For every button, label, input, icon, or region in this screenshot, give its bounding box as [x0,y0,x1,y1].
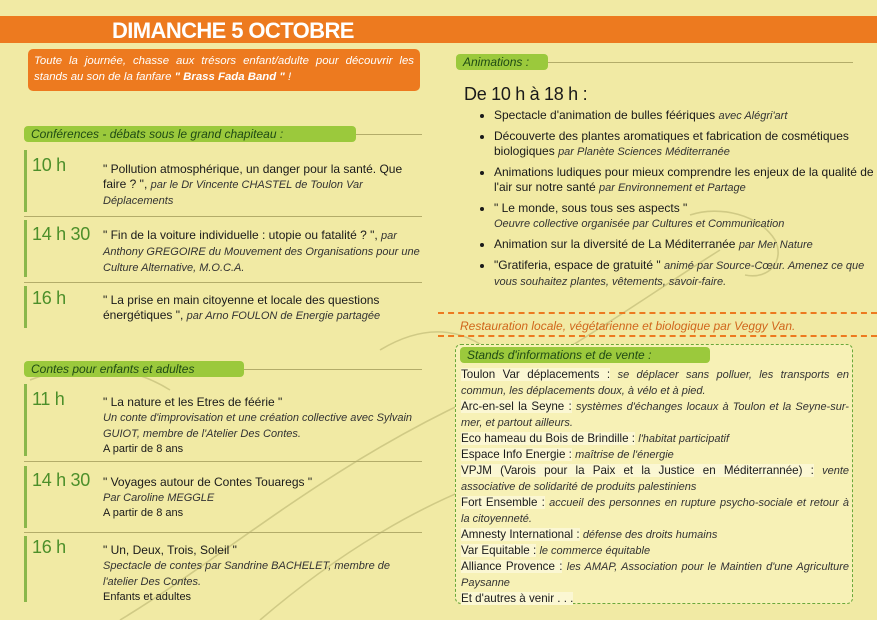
animation-item [494,165,876,196]
animation-item [494,237,876,253]
conte-2-title: " Voyages autour de Contes Touaregs " [103,475,313,489]
animation-title: Animation sur la diversité de La Méditerranée [494,237,736,251]
conf-2-separator [24,282,422,283]
animations-schedule: De 10 h à 18 h : [464,84,588,104]
conf-1-title: " Pollution atmosphérique, un danger pour la santé. Que faire ? ", [103,162,403,191]
animation-item [494,129,876,160]
intro-end: ! [284,71,292,83]
conf-1-separator [24,216,422,217]
animation-title: "Gratiferia, espace de gratuité " [494,258,661,272]
conte-3-bracket [24,536,27,602]
animation-item [494,258,876,290]
animations-rule [548,62,853,63]
page-title: DIMANCHE 5 OCTOBRE [112,18,354,43]
conf-3-event [103,293,421,324]
conferences-rule [356,134,422,135]
conf-3-bracket [24,286,27,328]
conte-1-bracket [24,384,27,456]
stands-heading: Stands d'informations et de vente : [460,347,710,363]
stand-desc: systèmes d'échanges locaux à Toulon et la Seyne-sur-mer, et partout ailleurs. [461,401,849,429]
conte-3-event [103,543,421,605]
animation-title: Découverte des plantes aromatiques et fabrication de cosmétiques biologiques [494,129,849,158]
animation-by: par Planète Sciences Méditerranée [558,146,730,158]
conte-2-event [103,475,421,521]
conf-1-bracket [24,150,27,212]
stand-item [461,559,849,591]
stand-desc: se déplacer sans polluer, les transports en commun, les déplacements doux, à vélo et à pied. [461,369,849,397]
stand-item [461,591,849,606]
conte-3-title: " Un, Deux, Trois, Soleil " [103,543,237,557]
conte-1-time: 11 h [32,389,65,409]
stand-desc: l'habitat participatif [638,433,730,445]
stand-name: Fort Ensemble : [461,496,545,509]
stand-desc: défense des droits humains [582,529,718,541]
stand-item [461,527,849,543]
stand-item [461,543,849,559]
conf-2-title: " Fin de la voiture individuelle : utopie ou fatalité ? ", [103,228,378,242]
stand-name: VPJM (Varois pour la Paix et la Justice en Méditerrannée) : [461,464,814,477]
animation-by: par Mer Nature [738,239,813,251]
conte-3-time: 16 h [32,537,66,557]
intro-band: " Brass Fada Band " [174,71,285,83]
stand-name: Arc-en-sel la Seyne : [461,400,572,413]
conte-1-title: " La nature et les Etres de féérie " [103,395,283,409]
stand-desc: maîtrise de l'énergie [575,449,674,461]
conf-2-bracket [24,220,27,277]
stand-item [461,447,849,463]
stand-desc: vente associative de solidarité de produits palestiniens [461,465,849,493]
stand-name: Toulon Var déplacements : [461,368,611,381]
stand-name: Amnesty International : [461,528,580,541]
animation-title: " Le monde, sous tous ses aspects " [494,201,688,215]
conte-1-age: A partir de 8 ans [103,443,184,455]
animation-by: avec Alégri'art [718,110,788,122]
animation-title: Animations ludiques pour mieux comprendre les enjeux de la qualité de l'air sur notre santé [494,165,874,194]
intro-text: Toute la journée, chasse aux trésors enfant/adulte pour découvrir les stands au son de la fanfare [34,55,414,83]
conf-1-event [103,162,421,209]
conf-3-time: 16 h [32,288,66,308]
stand-name: Alliance Provence : [461,560,563,573]
animation-by: par Environnement et Partage [599,182,746,194]
conte-2-age: A partir de 8 ans [103,507,184,519]
restauration-bottom-rule [438,335,877,337]
animation-by: animé par Source-Cœur. Amenez ce que vous souhaitez plantes, vêtements, savoir-faire. [494,260,865,288]
stand-item [461,495,849,527]
conte-2-desc: Par Caroline MEGGLE [103,492,215,504]
stand-name: Var Equitable : [461,544,537,557]
stand-name: Espace Info Energie : [461,448,572,461]
conte-2-separator [24,532,422,533]
conf-2-event [103,228,421,276]
conte-3-age: Enfants et adultes [103,591,192,603]
conf-2-speaker: par Anthony GREGOIRE du Mouvement des Organisations pour une Culture Alternative, M.O.C.A. [103,230,420,274]
conte-3-desc: Spectacle de contes par Sandrine BACHELET, membre de l'atelier Des Contes. [103,560,390,588]
intro-box [28,49,420,91]
conf-2-time: 14 h 30 [32,224,90,244]
conte-2-time: 14 h 30 [32,470,90,490]
conf-1-speaker: par le Dr Vincente CHASTEL de Toulon Var Déplacements [103,179,363,207]
animation-item [494,108,876,124]
contes-heading: Contes pour enfants et adultes [24,361,244,377]
stand-item [461,463,849,495]
stand-item [461,399,849,431]
stand-name: Eco hameau du Bois de Brindille : [461,432,636,445]
conferences-heading: Conférences - débats sous le grand chapiteau : [24,126,356,142]
animations-list [472,108,876,295]
stands-list [461,367,849,606]
conf-1-time: 10 h [32,155,66,175]
stand-desc: les AMAP, Association pour le Maintien d'une Agriculture Paysanne [461,561,849,589]
animations-heading: Animations : [456,54,548,70]
conte-2-bracket [24,466,27,528]
restauration-top-rule [438,312,877,314]
contes-rule [244,369,422,370]
stand-desc: le commerce équitable [539,545,651,557]
animation-item [494,201,876,232]
stand-desc: accueil des personnes en rupture psycho-sociale et retour à la citoyenneté. [461,497,849,525]
stand-item [461,431,849,447]
animation-by: Oeuvre collective organisée par Cultures et Communication [494,218,785,230]
stand-item [461,367,849,399]
conte-1-separator [24,461,422,462]
stand-name: Et d'autres à venir . . . [461,592,574,605]
conte-1-desc: Un conte d'improvisation et une création collective avec Sylvain GUIOT, membre de l'Atelier Des Contes. [103,412,413,440]
conf-3-title: " La prise en main citoyenne et locale des questions énergétiques ", [103,293,380,322]
conte-1-event [103,395,421,457]
conf-3-speaker: par Arno FOULON de Energie partagée [186,310,381,322]
animation-title: Spectacle d'animation de bulles féériques [494,108,716,122]
restauration-text: Restauration locale, végétarienne et biologique par Veggy Van. [460,319,796,333]
